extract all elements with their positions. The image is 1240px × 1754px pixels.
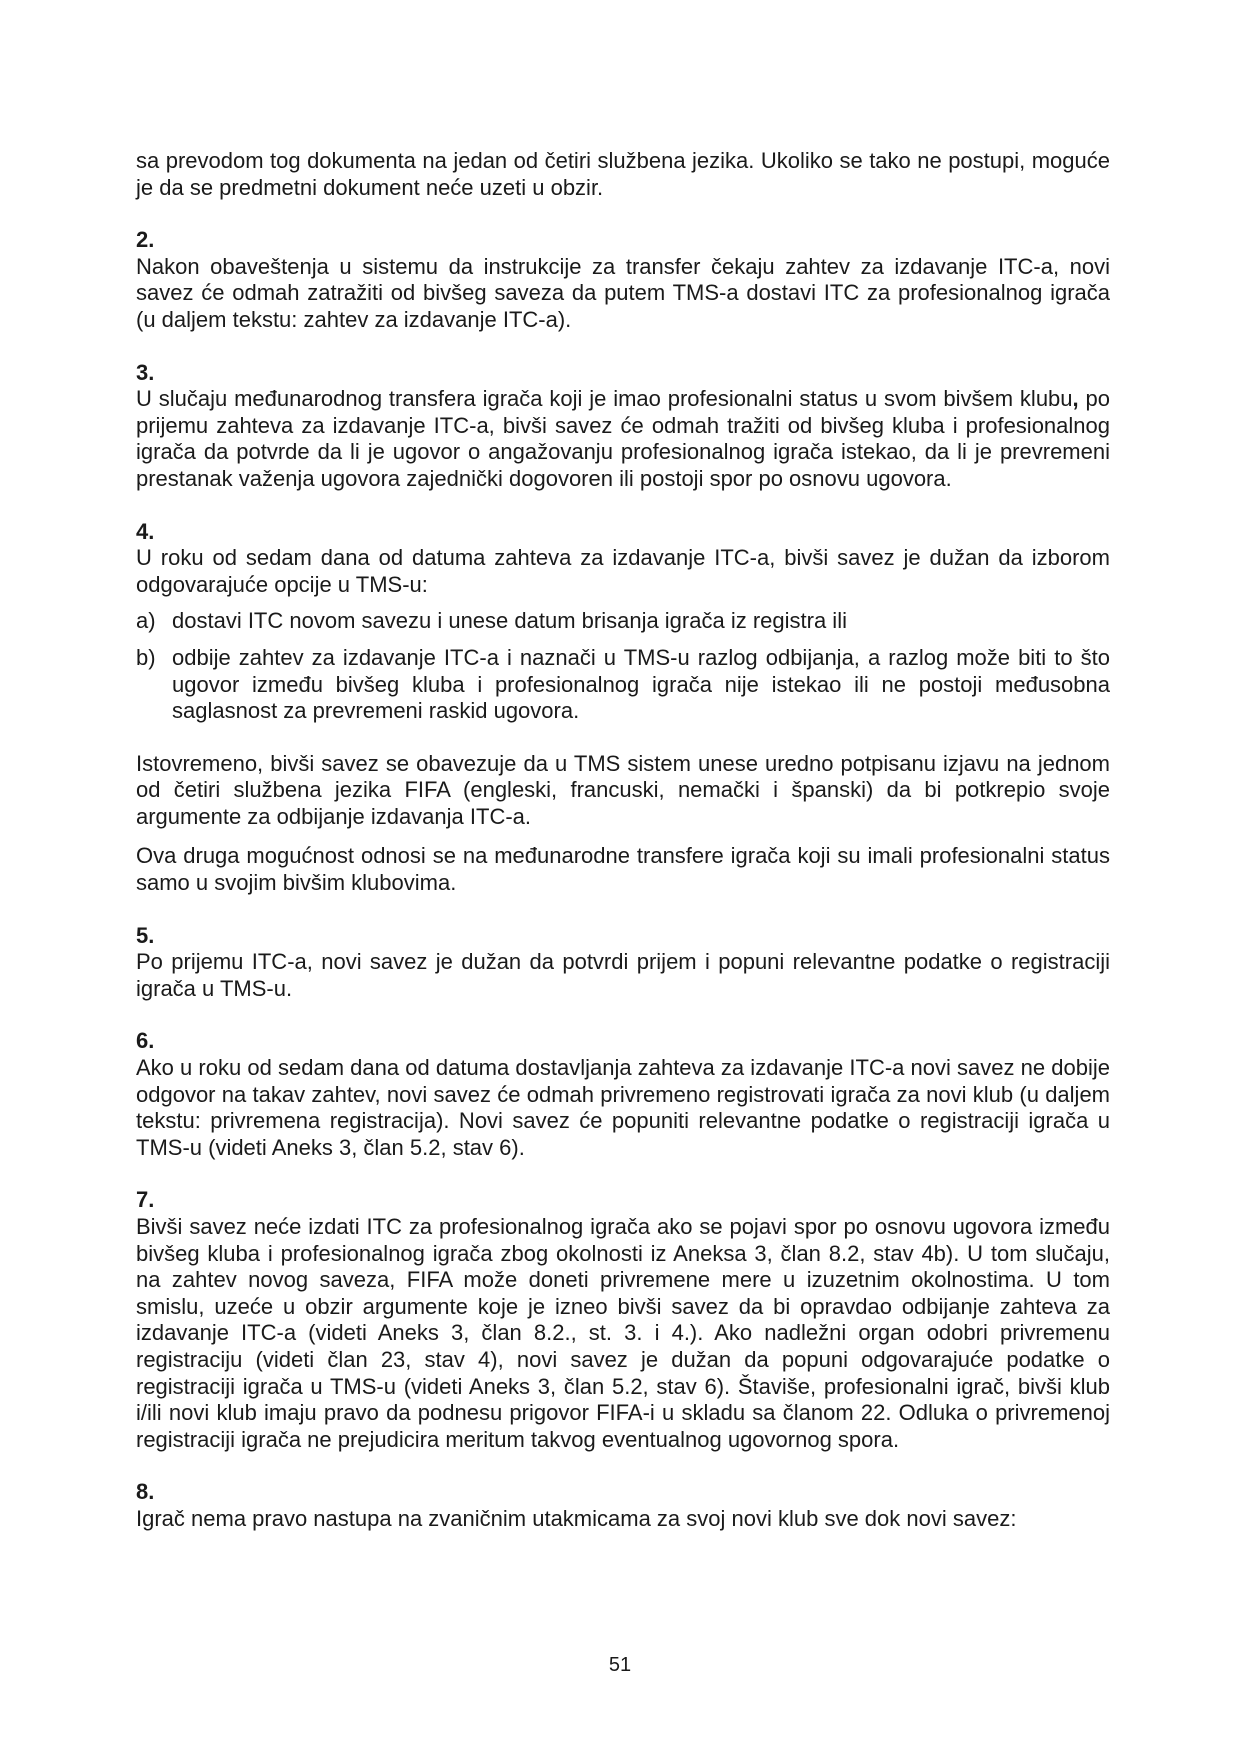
document-body [136, 148, 1110, 1533]
section-3-text [136, 386, 1110, 492]
section-4-paragraph-3: Ova druga mogućnost odnosi se na međunarodne transfere igrača koji su imali profesionalni status samo u svojim bivšim klubovima. [136, 843, 1110, 896]
section-3-bold-comma: , [1072, 386, 1079, 412]
section-4-number: 4. [136, 518, 155, 544]
section-6-number: 6. [136, 1028, 155, 1054]
section-8-text: Igrač nema pravo nastupa na zvaničnim utakmicama za svoj novi klub sve dok novi savez: [136, 1505, 1017, 1531]
list-marker-b: b) [136, 644, 156, 670]
section-2-number: 2. [136, 227, 155, 253]
list-text-a: dostavi ITC novom savezu i unese datum brisanja igrača iz registra ili [172, 608, 847, 634]
list-marker-a: a) [136, 608, 156, 634]
section-2-text: Nakon obaveštenja u sistemu da instrukcije za transfer čekaju zahtev za izdavanje ITC-a, novi savez će odmah zatražiti od bivšeg saveza da putem TMS-a dostavi ITC za profesionalnog igrača (u daljem tekstu: zahtev za izdavanje ITC-a). [136, 253, 1110, 332]
section-7-text: Bivši savez neće izdati ITC za profesionalnog igrača ako se pojavi spor po osnovu ugovora između bivšeg kluba i profesionalnog igrača zbog okolnosti iz Aneksa 3, član 8.2, stav 4b). U tom slučaju, na zahtev novog saveza, FIFA može doneti privremene mere u izuzetnim okolnostima. U tom smislu, uzeće u obzir argumente koje je izneo bivši savez da bi opravdao odbijanje zahteva za izdavanje ITC-a (videti Aneks 3, član 8.2., st. 3. i 4.). Ako nadležni organ odobri privremenu registraciju (videti član 23, stav 4), novi savez je dužan da popuni odgovarajuće podatke o registraciji igrača u TMS-u (videti Aneks 3, član 5.2, stav 6). Štaviše, profesionalni igrač, bivši klub i/ili novi klub imaju pravo da podnesu prigovor FIFA-i u skladu sa članom 22. Odluka o privremenoj registraciji igrača ne prejudicira meritum takvog eventualnog ugovornog spora. [136, 1214, 1110, 1452]
section-4-text: U roku od sedam dana od datuma zahteva za izdavanje ITC-a, bivši savez je dužan da izborom odgovarajuće opcije u TMS-u: [136, 545, 1110, 597]
list-item-a [136, 608, 1110, 635]
section-3-text-end: po prijemu zahteva za izdavanje ITC-a, bivši savez će odmah tražiti od bivšeg kluba i profesionalnog igrača da potvrde da li je ugovor o angažovanju profesionalnog igrača istekao, da li je prevremeni prestanak važenja ugovora zajednički dogovoren ili postoji spor po osnovu ugovora. [136, 386, 1110, 491]
section-6-text: Ako u roku od sedam dana od datuma dostavljanja zahteva za izdavanje ITC-a novi savez ne dobije odgovor na takav zahtev, novi savez će odmah privremeno registrovati igrača za novi klub (u daljem tekstu: privremena registracija). Novi savez će popuniti relevantne podatke o registraciji igrača u TMS-u (videti Aneks 3, član 5.2, stav 6). [136, 1055, 1110, 1160]
section-3-number: 3. [136, 359, 155, 385]
section-3-text-start: U slučaju međunarodnog transfera igrača koji je imao profesionalni status u svom bivšem klubu [136, 386, 1073, 412]
section-4-paragraph-2: Istovremeno, bivši savez se obavezuje da u TMS sistem unese uredno potpisanu izjavu na jednom od četiri službena jezika FIFA (engleski, francuski, nemački i španski) da bi potkrepio svoje argumente za odbijanje izdavanja ITC-a. [136, 750, 1110, 829]
section-7-number: 7. [136, 1187, 155, 1213]
list-text-b: odbije zahtev za izdavanje ITC-a i naznači u TMS-u razlog odbijanja, a razlog može biti to što ugovor između bivšeg kluba i profesionalnog igrača nije istekao ili ne postoji međusobna saglasnost za prevremeni raskid ugovora. [172, 644, 1110, 724]
intro-paragraph: sa prevodom tog dokumenta na jedan od četiri službena jezika. Ukoliko se tako ne postupi, moguće je da se predmetni dokument neće uzeti u obzir. [136, 148, 1110, 200]
section-5-text: Po prijemu ITC-a, novi savez je dužan da potvrdi prijem i popuni relevantne podatke o registraciji igrača u TMS-u. [136, 949, 1110, 1001]
section-8-number: 8. [136, 1479, 155, 1505]
section-5-number: 5. [136, 922, 155, 948]
page-number: 51 [608, 1654, 632, 1676]
list-item-b [136, 645, 1110, 725]
